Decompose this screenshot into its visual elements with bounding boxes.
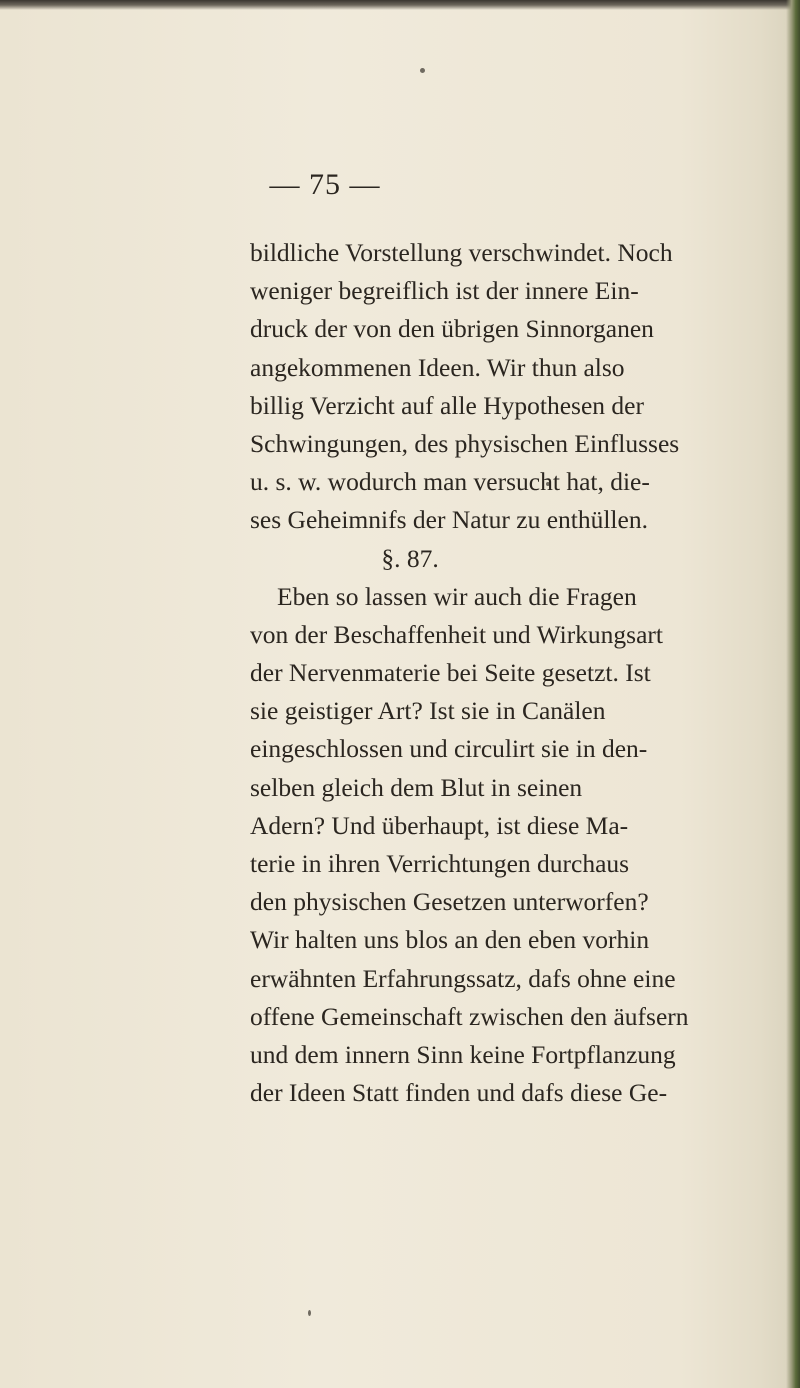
text-line: weniger begreiflich ist der innere Ein- xyxy=(250,276,639,306)
paper-speck xyxy=(420,68,425,73)
page-binding-edge xyxy=(786,0,800,1388)
text-line: sie geistiger Art? Ist sie in Canälen xyxy=(250,696,606,726)
text-line: den physischen Gesetzen unterworfen? xyxy=(250,887,649,917)
text-line: u. s. w. wodurch man versucht hat, die- xyxy=(250,467,650,497)
text-line: offene Gemeinschaft zwischen den äufsern xyxy=(250,1001,689,1031)
text-line: ses Geheimnifs der Natur zu enthüllen. xyxy=(250,505,648,535)
page-top-shadow xyxy=(0,0,800,10)
text-line: angekommenen Ideen. Wir thun also xyxy=(250,352,625,382)
text-line: bildliche Vorstellung verschwindet. Noch xyxy=(250,238,673,267)
text-line: und dem innern Sinn keine Fortpflanzung xyxy=(250,1039,676,1069)
text-line: terie in ihren Verrichtungen durchaus xyxy=(250,849,630,878)
section-heading: §. 87. xyxy=(381,543,439,573)
page-number: — 75 — xyxy=(269,168,381,201)
text-line: Schwingungen, des physischen Einflusses xyxy=(250,428,680,458)
text-line: selben gleich dem Blut in seinen xyxy=(250,772,583,802)
text-line: billig Verzicht auf alle Hypothesen der xyxy=(250,390,644,420)
text-line: druck der von den übrigen Sinnorganen xyxy=(250,314,654,344)
body-text xyxy=(250,234,689,1112)
text-line: eingeschlossen und circulirt sie in den- xyxy=(250,734,648,764)
text-line: erwähnten Erfahrungssatz, dafs ohne eine xyxy=(250,963,676,993)
text-line: Eben so lassen wir auch die Fragen xyxy=(277,581,637,611)
text-line: der Nervenmaterie bei Seite gesetzt. Ist xyxy=(250,658,651,688)
paper-speck xyxy=(308,1310,311,1316)
text-line: Adern? Und überhaupt, ist diese Ma- xyxy=(250,810,629,840)
text-line: von der Beschaffenheit und Wirkungsart xyxy=(250,619,664,649)
text-line: der Ideen Statt finden und dafs diese Ge- xyxy=(250,1078,668,1108)
text-line: Wir halten uns blos an den eben vorhin xyxy=(250,925,650,955)
